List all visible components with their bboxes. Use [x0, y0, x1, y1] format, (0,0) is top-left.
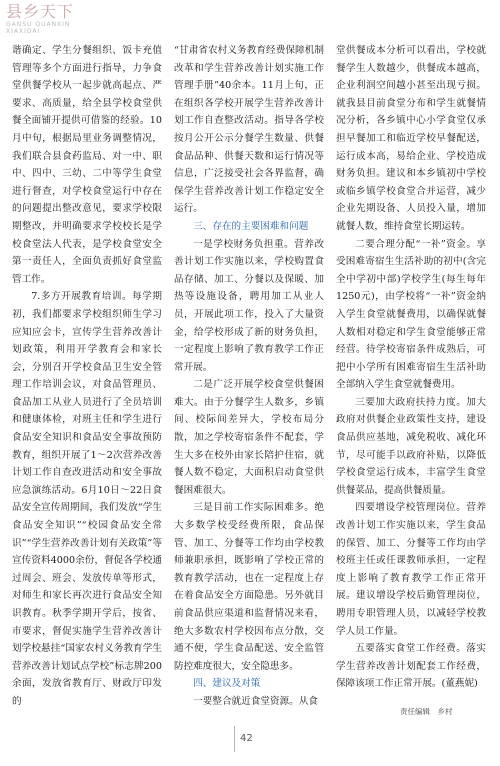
paragraph: 三是目前工作实际困难多。绝大多数学校受经费所限，食品保管、加工、分餐等工作均由学校教师兼职承担，既影响了学校正常的教育教学活动，也在一定程度上存在着食品安全方面隐患。另外就目前食品供应渠道和监督情况来看，绝大多数农村学校因布点分散，交通不便，学生食品配送、安全监管防控难度很大，安全隐患多。: [174, 502, 324, 672]
text-column-3: [336, 42, 486, 707]
text-column-2: [174, 42, 324, 707]
magazine-logo: [6, 3, 86, 35]
paragraph: 五要落实食堂工作经费。落实学生营养改善计划配套工作经费，保障该项工作正常开展。(董燕妮): [336, 643, 486, 690]
paragraph: 二是广泛开展学校食堂供餐困难大。由于分餐学生人数多，乡镇间、校际间差异大，学校布局分散，加之学校寄宿条件不配套，学生大多在校外由家长陪护住宿，就餐人数不稳定，大面积启动食堂供餐困难很大。: [174, 379, 324, 496]
paragraph: 谐确定、学生分餐组织、饭卡充值管理等多个方面进行指导，力争食堂供餐学校从一起步就高起点、严要求、高质量，给全县学校食堂供餐全面铺开提供可借鉴的经验。10月中旬，根据局里业务调整情况，我们联合县食药监局、对一中、职中、四中、三幼、二中等学生食堂进行督查，对学校食堂运行中存在的问题提出整改意见，要求学校限期整改，并明确要求学校校长是学校食堂法人代表，是学校食堂安全第一责任人，全面负责抓好食堂监管工作。: [12, 45, 162, 285]
editor-credit: 责任编辑 乡村: [400, 707, 453, 716]
page-number-divider: [234, 726, 235, 752]
logo-title: 县乡天下: [6, 2, 75, 21]
section-heading: 三、存在的主要困难和问题: [193, 220, 309, 232]
paragraph: 三要加大政府扶持力度。加大政府对供餐企业政策性支持，建设食品供应基地，减免税收、减化环节，尽可能手以政府补贴，以降低学校食堂运行成本，丰富学生食堂供餐菜品，提高供餐质量。: [336, 396, 486, 496]
paragraph: 7.多方开展教育培训。每学期初，我们都要求学校组织师生学习应知应会卡，宣传学生营养改善计划政策，利用开学教育会和家长会，分别召开学校食品卫生安全管理工作培训会议，对食品管理员、食品加工从业人员进行了全员培训和健康体检，对班主任和学生进行食品安全知识和食品安全事故预防教育，组织开展了1～2次营养改善计划工作自查改进活动和安全事故应急演练活动。6月10日～22日食品安全宣传周期间，我们发放“学生食品安全知识”“校园食品安全常识”“学生营养改善计划有关政策”等宣传资料4000余份，督促各学校通过周会、班会、发放传单等形式，对师生和家长再次进行食品安全知识教育。秋季学期开学后，按省、市要求，督促实施学生营养改善计划学校悬挂“国家农村义务教育学生营养改善计划试点学校”标志牌200余面，发放省教育厅、财政厅印发的: [12, 291, 162, 707]
paragraph: “甘肃省农村义务教育经费保障机制改革和学生营养改善计划实施工作管理手册”40余本。11月上旬，正在组织各学校开展学生营养改善计划工作自查整改活动。指导各学校按月公开公示分餐学生数量、供餐食品品种、供餐天数和运行情况等信息，广泛接受社会各界监督，确保学生营养改善计划工作稳定安全运行。: [174, 45, 324, 215]
paragraph: 一要整合就近食堂资源。从食: [193, 695, 318, 707]
paragraph: 一是学校财务负担重。营养改善计划工作实施以来，学校购置食品存储、加工、分餐以及保暖、加热等设施设备，聘用加工从业人员，开展此项工作，投入了大量资金，给学校形成了新的财务负担，一定程度上影响了教育教学工作正常开展。: [174, 238, 324, 373]
paragraph: 堂供餐成本分析可以看出，学校就餐学生人数越少，供餐成本越高，企业利润空间越小甚至出现亏损。就我县目前食堂分布和学生就餐情况分析，各乡镇中心小学食堂仅承担早餐加工和临近学校早餐配送，运行成本高，易给企业、学校造成财务负担。建议和本乡镇初中学校或临乡镇学校食堂合并运营，减少企业先期设备、人员投入量，增加就餐人数，维持食堂长期运转。: [336, 45, 486, 232]
text-column-1: [12, 42, 162, 707]
section-heading: 四、建议及对策: [193, 678, 261, 690]
page-number: 42: [240, 733, 253, 744]
paragraph: 四要增设学校管理岗位。营养改善计划工作实施以来，学生食品的保管、加工、分餐等工作均由学校班主任或任课教师承担，一定程度上影响了教育教学工作正常开展。建议增设学校后勤管理岗位，聘用专职管理人员，以减轻学校教学人员工作量。: [336, 502, 486, 637]
paragraph: 二要合理分配“一补”资金。享受困难寄宿生生活补助的初中(含完全中学初中部)学校学生(每生每年1250元)，由学校将“一补”资金纳入学生食堂就餐费用，以确保就餐人数相对稳定和学生食堂能够正常经营。待学校寄宿条件成熟后，可把中小学所有困难寄宿生生活补助全部纳入学生食堂就餐费用。: [336, 238, 486, 391]
logo-subtitle-1: GANSU QUANXIN: [6, 21, 71, 28]
logo-subtitle-2: XIAXIDAI: [6, 28, 41, 35]
